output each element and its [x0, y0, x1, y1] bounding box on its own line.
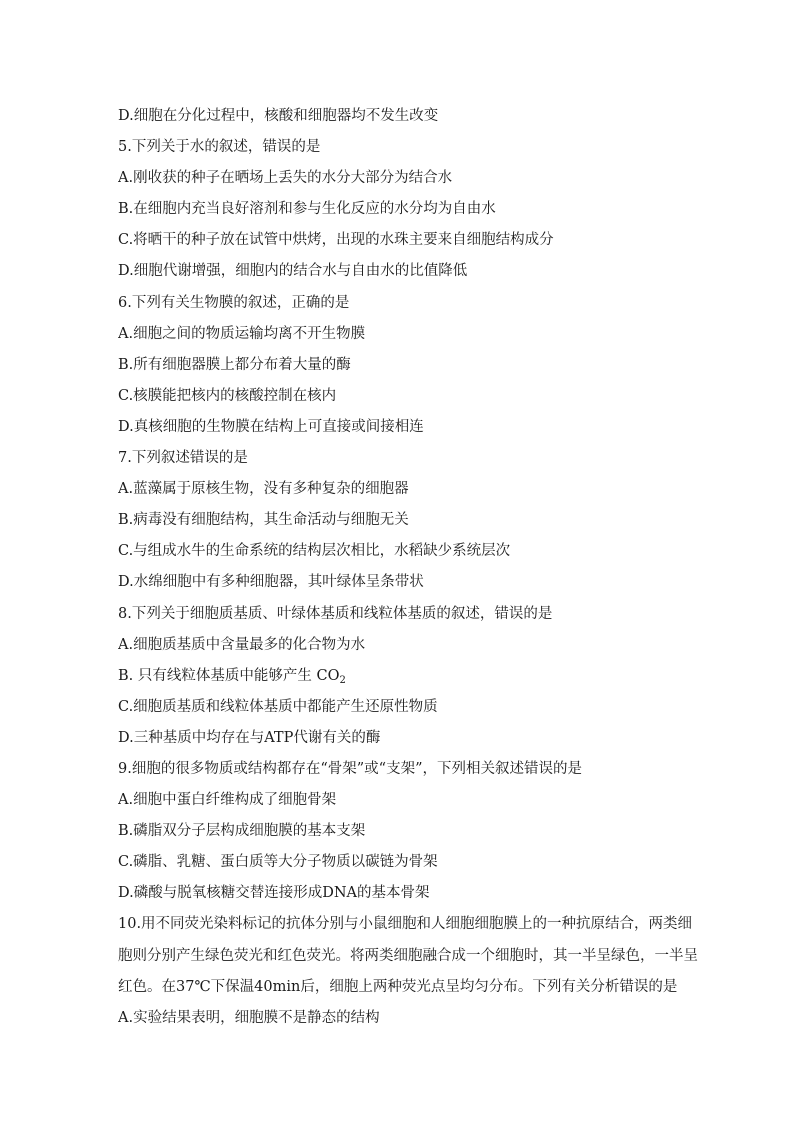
q7-option-d: D.水绵细胞中有多种细胞器，其叶绿体呈条带状 — [118, 574, 424, 591]
co2-subscript: 2 — [339, 674, 346, 686]
q8-option-a: A.细胞质基质中含量最多的化合物为水 — [118, 636, 366, 653]
q4-option-d: D.细胞在分化过程中，核酸和细胞器均不发生改变 — [118, 108, 439, 124]
q6-stem: 6.下列有关生物膜的叙述，正确的是 — [118, 294, 350, 311]
q9-stem: 9.细胞的很多物质或结构都存在“骨架”或“支架”，下列相关叙述错误的是 — [118, 760, 582, 777]
q6-option-c: C.核膜能把核内的核酸控制在核内 — [118, 387, 337, 404]
q7-option-c: C.与组成水牛的生命系统的结构层次相比，水稻缺少系统层次 — [118, 543, 511, 560]
q8-option-b-text: B. 只有线粒体基质中能够产生 CO — [118, 667, 340, 684]
q9-option-a: A.细胞中蛋白纤维构成了细胞骨架 — [118, 792, 337, 809]
q5-option-b: B.在细胞内充当良好溶剂和参与生化反应的水分均为自由水 — [118, 201, 496, 218]
q6-option-b: B.所有细胞器膜上都分布着大量的酶 — [118, 356, 351, 373]
q5-option-c: C.将晒干的种子放在试管中烘烤，出现的水珠主要来自细胞结构成分 — [118, 232, 554, 249]
q9-option-c: C.磷脂、乳糖、蛋白质等大分子物质以碳链为骨架 — [118, 854, 438, 871]
q10-option-a: A.实验结果表明，细胞膜不是静态的结构 — [118, 1009, 380, 1026]
q6-option-a: A.细胞之间的物质运输均离不开生物膜 — [118, 325, 366, 342]
q7-option-a: A.蓝藻属于原核生物，没有多种复杂的细胞器 — [118, 481, 409, 498]
q10-stem-line-2: 胞则分别产生绿色荧光和红色荧光。将两类细胞融合成一个细胞时，其一半呈绿色，一半呈 — [118, 947, 698, 964]
q9-option-d: D.磷酸与脱氧核糖交替连接形成DNA的基本骨架 — [118, 885, 430, 902]
q5-option-d: D.细胞代谢增强，细胞内的结合水与自由水的比值降低 — [118, 263, 468, 280]
q7-option-b: B.病毒没有细胞结构，其生命活动与细胞无关 — [118, 512, 409, 529]
q6-option-d: D.真核细胞的生物膜在结构上可直接或间接相连 — [118, 418, 424, 435]
q10-stem-line-3: 红色。在37℃下保温40min后，细胞上两种荧光点呈均匀分布。下列有关分析错误的是 — [118, 978, 678, 995]
q8-stem: 8.下列关于细胞质基质、叶绿体基质和线粒体基质的叙述，错误的是 — [118, 605, 553, 622]
q8-option-b — [118, 661, 698, 692]
question-content — [118, 101, 698, 1034]
q7-stem: 7.下列叙述错误的是 — [118, 450, 248, 467]
q5-stem: 5.下列关于水的叙述，错误的是 — [118, 139, 321, 156]
q8-option-d: D.三种基质中均存在与ATP代谢有关的酶 — [118, 729, 381, 746]
q5-option-a: A.刚收获的种子在晒场上丢失的水分大部分为结合水 — [118, 170, 453, 187]
q8-option-c: C.细胞质基质和线粒体基质中都能产生还原性物质 — [118, 698, 438, 715]
q10-stem-line-1: 10.用不同荧光染料标记的抗体分别与小鼠细胞和人细胞细胞膜上的一种抗原结合，两类细 — [118, 916, 693, 933]
q10-stem — [118, 909, 698, 1002]
q9-option-b: B.磷脂双分子层构成细胞膜的基本支架 — [118, 823, 366, 840]
